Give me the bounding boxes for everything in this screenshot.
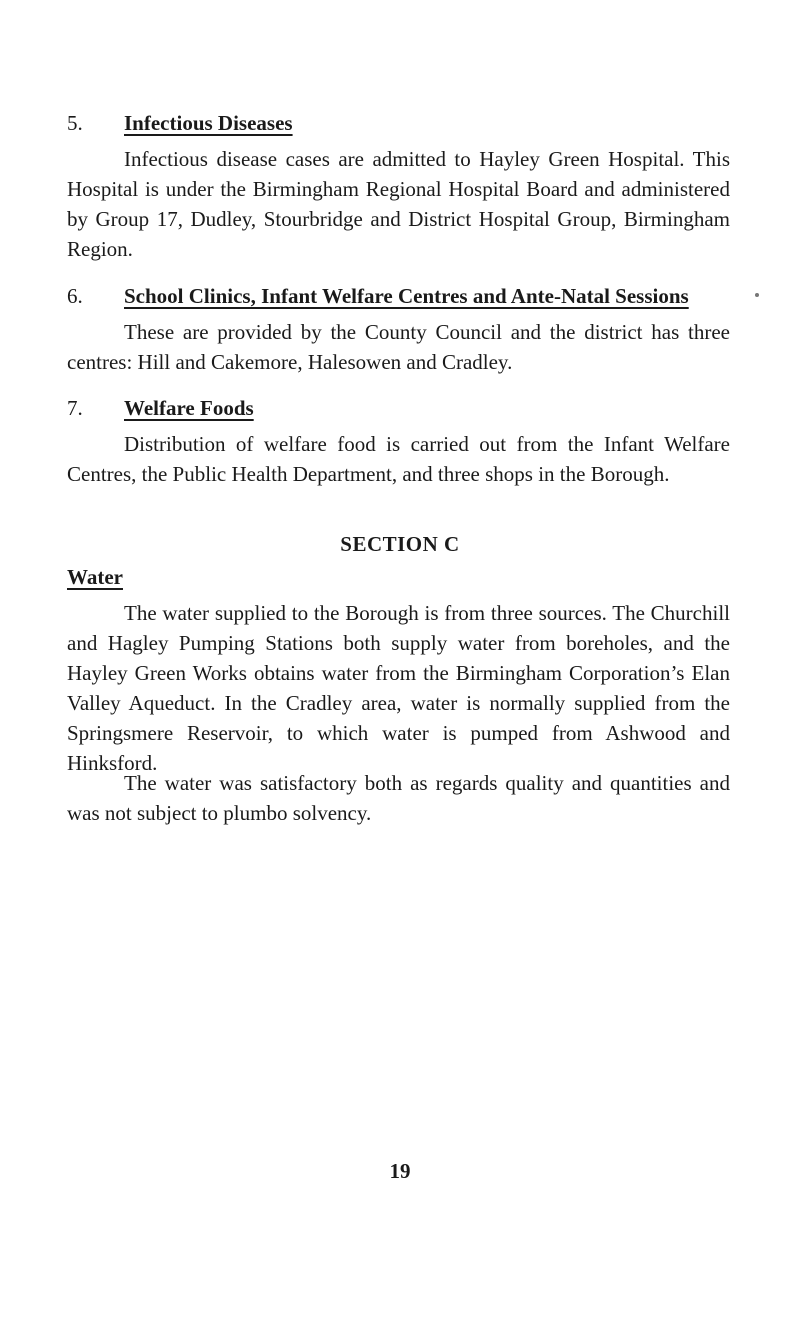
section-5-paragraph: Infectious disease cases are admitted to Hayley Green Hospital. This Hospital is under the Birmingham Regional Hospital Board and administered by Group 17, Dudley, Stourbridge and District Hospital Group, Birmingham Region. [67, 147, 730, 261]
section-5-heading [67, 110, 293, 136]
section-number: 5. [67, 111, 83, 135]
section-title: Infectious Diseases [124, 111, 293, 135]
page-number: 19 [389, 1159, 411, 1183]
section-title: Welfare Foods [124, 396, 254, 420]
section-6-paragraph: These are provided by the County Council and the district has three centres: Hill and Cakemore, Halesowen and Cradley. [67, 320, 730, 374]
section-c-title: SECTION C [340, 532, 460, 556]
water-paragraph-2: The water was satisfactory both as regards quality and quantities and was not subject to plumbo solvency. [67, 771, 730, 825]
section-7-heading [67, 395, 254, 421]
water-subheading: Water [67, 565, 123, 589]
section-number: 7. [67, 396, 83, 420]
section-title: School Clinics, Infant Welfare Centres and Ante-Natal Sessions [124, 284, 689, 308]
section-6-heading [67, 283, 689, 309]
stray-mark [755, 293, 759, 297]
water-paragraph-1: The water supplied to the Borough is from three sources. The Churchill and Hagley Pumping Stations both supply water from boreholes, and the Hayley Green Works obtains water from the Birmingham Corporation’s Elan Valley Aqueduct. In the Cradley area, water is normally supplied from the Springsmere Reservoir, to which water is pumped from Ashwood and Hinksford. [67, 601, 730, 775]
section-number: 6. [67, 284, 83, 308]
section-7-paragraph: Distribution of welfare food is carried out from the Infant Welfare Centres, the Public Health Department, and three shops in the Borough. [67, 432, 730, 486]
